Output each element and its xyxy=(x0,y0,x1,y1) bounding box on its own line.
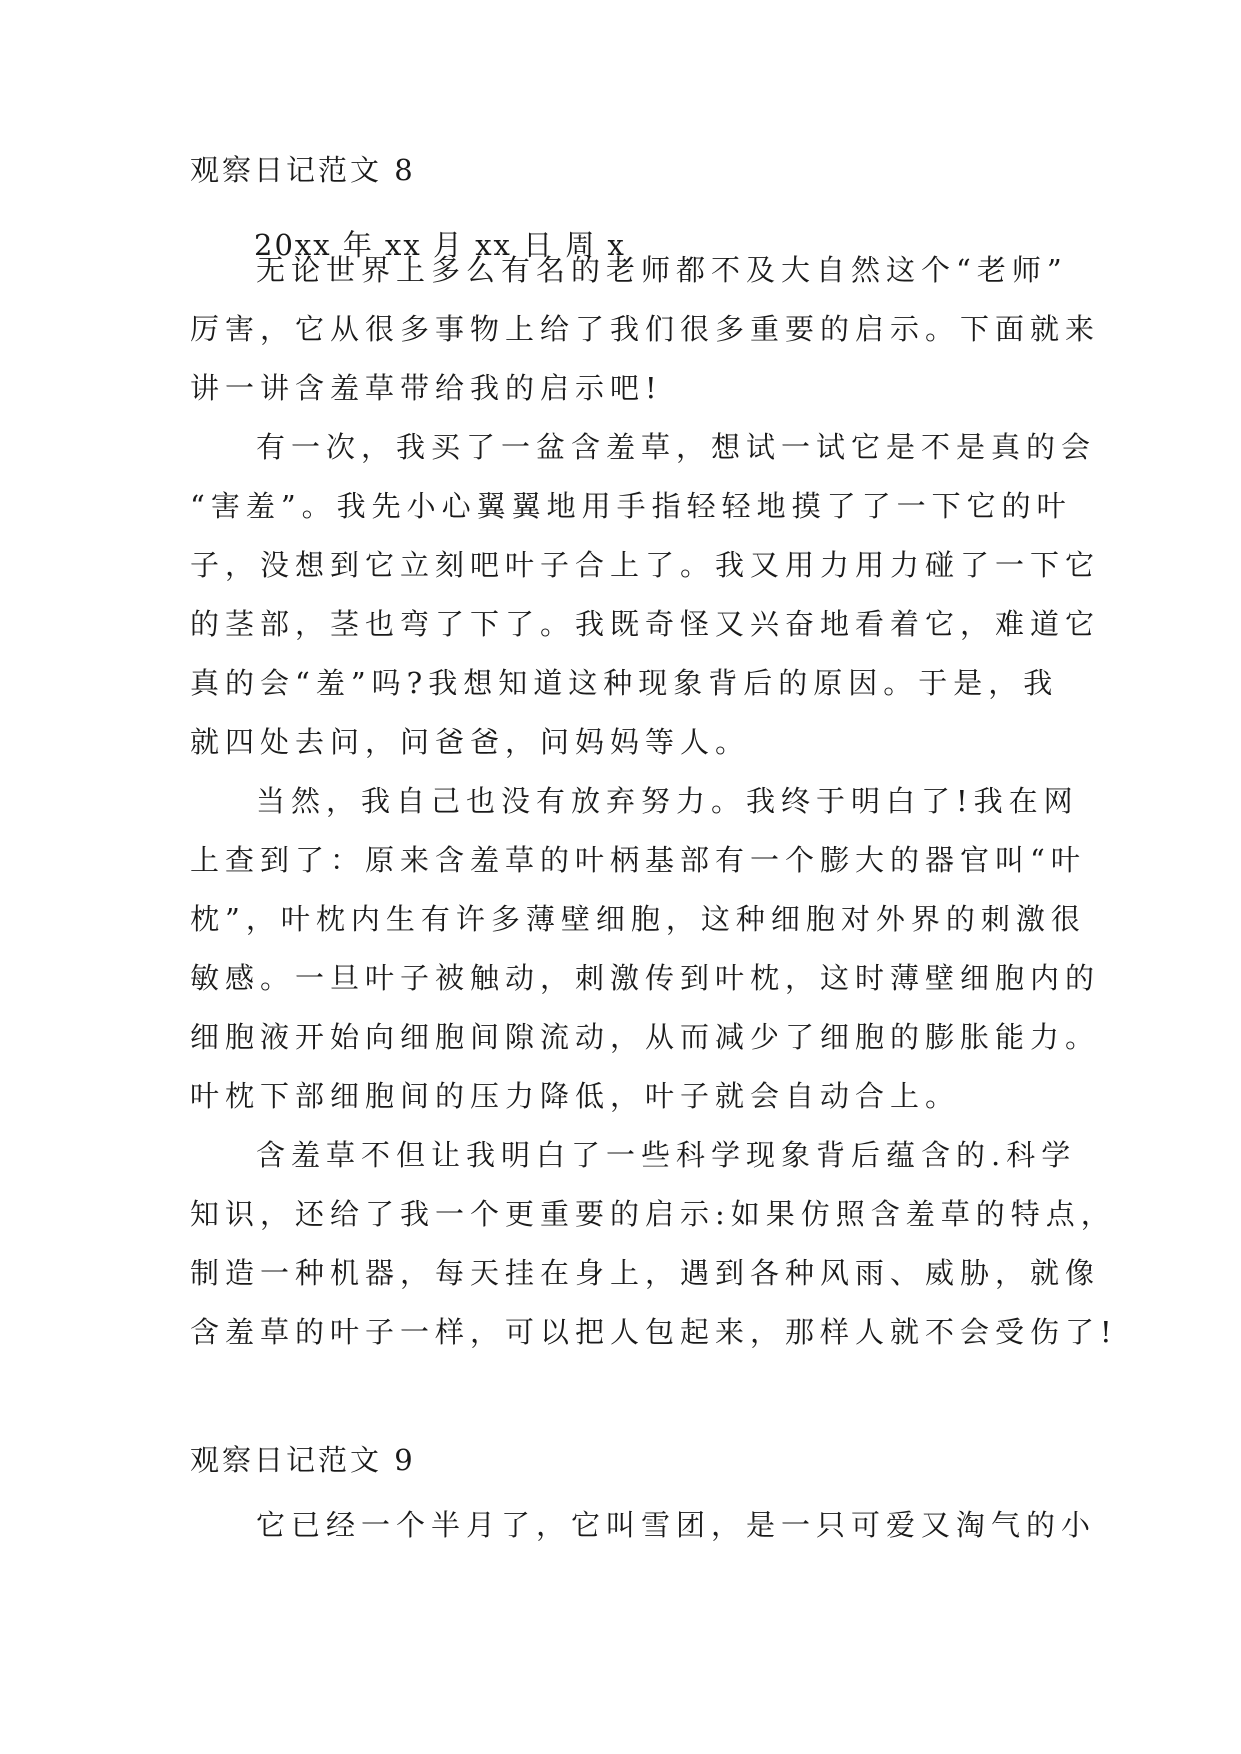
paragraph-line: 枕”，叶枕内生有许多薄壁细胞，这种细胞对外界的刺激很 xyxy=(190,902,1086,936)
paragraph xyxy=(190,781,1101,1135)
paragraph-line: 含羞草的叶子一样，可以把人包起来，那样人就不会受伤了! xyxy=(190,1315,1118,1349)
paragraph xyxy=(190,1135,1118,1371)
paragraph-line: 就四处去问，问爸爸，问妈妈等人。 xyxy=(190,725,751,759)
paragraph-line: 真的会“羞”吗?我想知道这种现象背后的原因。于是，我 xyxy=(190,666,1059,700)
paragraph-line: 的茎部，茎也弯了下了。我既奇怪又兴奋地看着它，难道它 xyxy=(190,607,1101,641)
paragraph-line: 厉害，它从很多事物上给了我们很多重要的启示。下面就来 xyxy=(190,312,1101,346)
paragraph-line: 上查到了：原来含羞草的叶柄基部有一个膨大的器官叫“叶 xyxy=(190,843,1086,877)
diary-date: 20xx 年 xx 月 xx 日 周 x xyxy=(254,228,626,262)
paragraph-line: “害羞”。我先小心翼翼地用手指轻轻地摸了了一下它的叶 xyxy=(190,489,1072,523)
paragraph-line: 它已经一个半月了，它叫雪团，是一只可爱又淘气的小 xyxy=(256,1508,1097,1542)
paragraph-line: 制造一种机器，每天挂在身上，遇到各种风雨、威胁，就像 xyxy=(190,1256,1101,1290)
section-title-9: 观察日记范文 9 xyxy=(190,1443,416,1477)
paragraph xyxy=(190,1505,1097,1564)
paragraph-line: 有一次，我买了一盆含羞草，想试一试它是不是真的会 xyxy=(256,430,1097,464)
paragraph-line: 细胞液开始向细胞间隙流动，从而减少了细胞的膨胀能力。 xyxy=(190,1020,1101,1054)
paragraph-line: 敏感。一旦叶子被触动，刺激传到叶枕，这时薄壁细胞内的 xyxy=(190,961,1101,995)
paragraph xyxy=(190,250,1101,427)
paragraph-line: 无论世界上多么有名的老师都不及大自然这个“老师” xyxy=(256,253,1068,287)
paragraph xyxy=(190,427,1101,781)
paragraph-line: 含羞草不但让我明白了一些科学现象背后蕴含的.科学 xyxy=(256,1138,1077,1172)
paragraph-line: 子，没想到它立刻吧叶子合上了。我又用力用力碰了一下它 xyxy=(190,548,1101,582)
paragraph-line: 知识，还给了我一个更重要的启示:如果仿照含羞草的特点， xyxy=(190,1197,1116,1231)
paragraph-line: 叶枕下部细胞间的压力降低，叶子就会自动合上。 xyxy=(190,1079,961,1113)
paragraph-line: 讲一讲含羞草带给我的启示吧! xyxy=(190,371,663,405)
section-title-8: 观察日记范文 8 xyxy=(190,153,416,187)
paragraph-line: 当然，我自己也没有放弃努力。我终于明白了!我在网 xyxy=(256,784,1079,818)
